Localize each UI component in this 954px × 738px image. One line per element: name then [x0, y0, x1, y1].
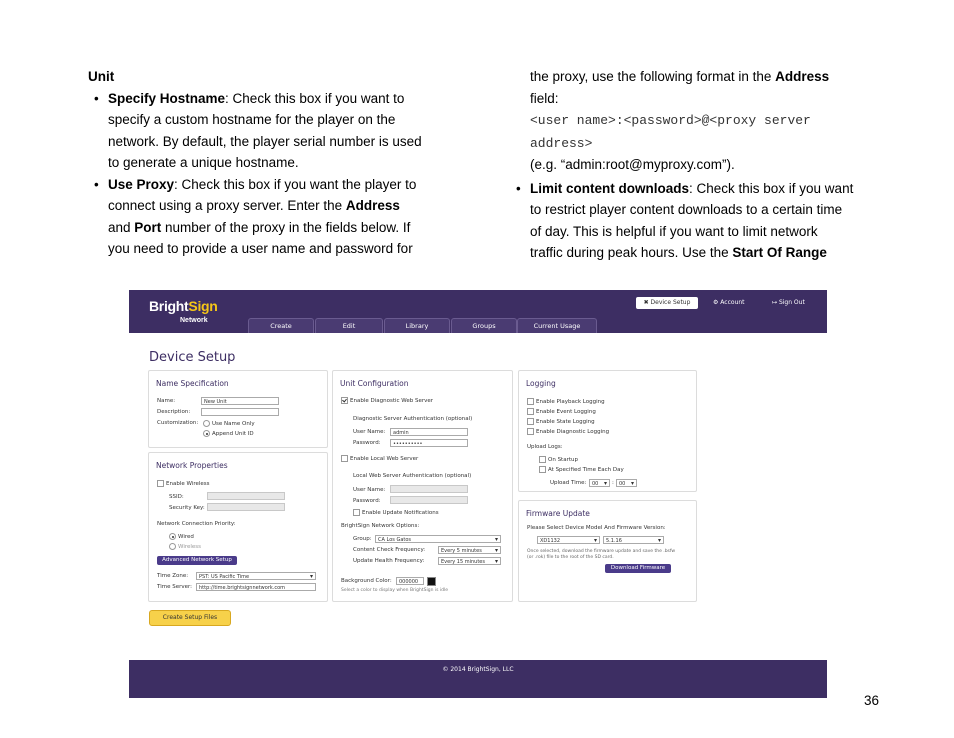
term-address: Address: [775, 69, 830, 84]
section-label: Local Web Server Authentication (optional): [353, 473, 472, 479]
upload-minute-select[interactable]: [616, 479, 637, 487]
select-value: PST: US Pacific Time: [199, 574, 250, 580]
select-value: CA Los Gatos: [378, 537, 412, 543]
checkbox-label: At Specified Time Each Day: [548, 467, 624, 473]
section-label: Diagnostic Server Authentication (optional): [353, 416, 473, 422]
content-check-frequency-select[interactable]: [438, 546, 501, 554]
time-zone-select[interactable]: [196, 572, 316, 580]
checkbox-label: Enable Diagnostic Logging: [536, 429, 610, 435]
nav-label: Account: [720, 299, 745, 306]
local-user-name-input[interactable]: [390, 485, 468, 493]
section-label: Upload Logs:: [527, 444, 563, 450]
hint-text: Select a color to display when BrightSign is idle: [341, 588, 449, 593]
name-input[interactable]: New Unit: [201, 397, 279, 405]
enable-diagnostic-web-server-checkbox[interactable]: [341, 397, 348, 404]
list-item: [88, 88, 468, 174]
checkbox-label: Enable State Logging: [536, 419, 595, 425]
field-label: Network Connection Priority:: [157, 521, 236, 527]
unit-configuration-panel: [332, 370, 513, 602]
use-name-only-radio[interactable]: [203, 420, 210, 427]
logo-subtitle: Network: [180, 317, 208, 324]
enable-local-web-server-checkbox[interactable]: [341, 455, 348, 462]
example-text: (e.g. “admin:root@myproxy.com”).: [530, 157, 735, 172]
footer: [129, 660, 827, 698]
checkbox-label: Enable Event Logging: [536, 409, 596, 415]
panel-title: Name Specification: [156, 379, 229, 388]
panel-title: Logging: [526, 379, 556, 388]
list-item-text: : Check this box if you want the player to: [174, 176, 417, 192]
enable-playback-logging-checkbox[interactable]: [527, 398, 534, 405]
panel-title: Network Properties: [156, 461, 228, 470]
section-heading: Unit: [88, 69, 115, 84]
enable-wireless-checkbox[interactable]: [157, 480, 164, 487]
at-specified-time-checkbox[interactable]: [539, 466, 546, 473]
list-item-text: : Check this box if you want to: [225, 90, 405, 106]
firmware-update-panel: [518, 500, 697, 602]
enable-event-logging-checkbox[interactable]: [527, 408, 534, 415]
append-unit-id-radio[interactable]: [203, 430, 210, 437]
select-value: 5.1.16: [606, 538, 622, 544]
hint-text: (or .rok) file to the root of the SD card.: [527, 555, 614, 560]
field-label: Customization:: [157, 420, 199, 426]
description-input[interactable]: [201, 408, 279, 416]
checkbox-label: Enable Local Web Server: [350, 456, 419, 462]
term-start-of-range: Start Of Range: [732, 245, 827, 260]
list-item-text: of day. This is helpful if you want to limit network: [530, 223, 818, 239]
field-label: Password:: [353, 498, 381, 504]
gear-icon: ⚙: [713, 299, 721, 306]
bullet-list: [88, 88, 468, 260]
wired-radio[interactable]: [169, 533, 176, 540]
radio-label: Use Name Only: [212, 421, 255, 427]
logo-text: Bright: [149, 298, 189, 314]
section-label: BrightSign Network Options:: [341, 523, 420, 529]
group-select[interactable]: [375, 535, 501, 543]
device-setup-screenshot: [129, 290, 827, 698]
paragraph-text: field:: [530, 90, 559, 106]
name-specification-panel: [148, 370, 328, 448]
time-separator: :: [612, 480, 614, 486]
main-content: [129, 333, 827, 660]
list-item-text: : Check this box if you want: [689, 180, 854, 196]
field-label: User Name:: [353, 487, 386, 493]
tab-groups[interactable]: Groups: [451, 318, 517, 334]
security-key-input[interactable]: [207, 503, 285, 511]
enable-diagnostic-logging-checkbox[interactable]: [527, 428, 534, 435]
on-startup-checkbox[interactable]: [539, 456, 546, 463]
color-swatch[interactable]: [427, 577, 436, 586]
list-item-text: number of the proxy in the fields below. If: [161, 219, 411, 235]
field-label: Description:: [157, 409, 191, 415]
field-label: Security Key:: [169, 505, 205, 511]
list-item-text: connect using a proxy server. Enter the: [108, 198, 346, 213]
time-server-input[interactable]: http://time.brightsignnetwork.com: [196, 583, 316, 591]
tools-icon: ✖: [643, 299, 651, 306]
instruction-text: Please Select Device Model And Firmware Version:: [527, 525, 666, 531]
list-item-text: network. By default, the player serial number is used: [108, 133, 422, 149]
panel-title: Unit Configuration: [340, 379, 409, 388]
bullet-list: [510, 178, 870, 264]
term-specify-hostname: Specify Hostname: [108, 90, 226, 106]
select-value: 00: [592, 481, 599, 487]
firmware-version-select[interactable]: [603, 536, 664, 544]
sign-out-icon: ↦: [772, 299, 779, 306]
field-label: Time Zone:: [157, 573, 189, 579]
nav-label: Sign Out: [778, 299, 805, 306]
field-label: Background Color:: [341, 578, 392, 584]
field-label: Content Check Frequency:: [353, 547, 426, 553]
term-port: Port: [134, 219, 162, 235]
top-bar: [129, 290, 827, 333]
nav-account[interactable]: [713, 297, 745, 309]
enable-state-logging-checkbox[interactable]: [527, 418, 534, 425]
list-item-text: to generate a unique hostname.: [108, 155, 299, 170]
field-label: Password:: [353, 440, 381, 446]
local-password-input[interactable]: [390, 496, 468, 504]
create-setup-files-button[interactable]: Create Setup Files: [149, 610, 231, 626]
ssid-input[interactable]: [207, 492, 285, 500]
paragraph-text: the proxy, use the following format in the: [530, 69, 776, 84]
radio-label: Wireless: [178, 544, 202, 550]
download-firmware-button[interactable]: Download Firmware: [605, 564, 671, 573]
upload-hour-select[interactable]: [589, 479, 610, 487]
page-title: Device Setup: [149, 350, 236, 365]
code-text: address>: [530, 135, 593, 151]
list-item: [88, 174, 468, 260]
select-value: Every 15 minutes: [441, 559, 485, 565]
select-value: 00: [619, 481, 626, 487]
term-address: Address: [345, 198, 400, 213]
copyright-text: © 2014 BrightSign, LLC: [442, 666, 514, 673]
select-value: XD1132: [540, 538, 560, 544]
field-label: Name:: [157, 398, 176, 404]
left-column: [88, 66, 468, 260]
tab-edit[interactable]: Edit: [315, 318, 383, 334]
right-column: [510, 66, 870, 264]
brightsign-logo: [149, 298, 218, 324]
device-model-select[interactable]: [537, 536, 600, 544]
list-item-text: specify a custom hostname for the player on the: [108, 112, 396, 127]
checkbox-label: Enable Update Notifications: [362, 510, 439, 516]
checkbox-label: Enable Playback Logging: [536, 399, 605, 405]
wireless-radio[interactable]: [169, 543, 176, 550]
paragraph: [510, 66, 870, 176]
nav-label: Device Setup: [650, 299, 691, 306]
advanced-network-setup-button[interactable]: Advanced Network Setup: [157, 556, 237, 565]
page-number: 36: [864, 693, 880, 708]
tab-library[interactable]: Library: [384, 318, 450, 334]
hint-text: Once selected, download the firmware update and save the .bsfw: [527, 549, 676, 554]
network-properties-panel: [148, 452, 328, 602]
checkbox-label: Enable Wireless: [166, 481, 210, 487]
select-value: Every 5 minutes: [441, 548, 482, 554]
list-item-text: to restrict player content downloads to a certain time: [530, 202, 843, 217]
nav-device-setup[interactable]: [636, 297, 698, 309]
background-color-input[interactable]: 000000: [396, 577, 424, 585]
list-item: [510, 178, 870, 264]
update-health-frequency-select[interactable]: [438, 557, 501, 565]
field-label: Group:: [353, 536, 372, 542]
field-label: Upload Time:: [550, 480, 587, 486]
diag-password-input[interactable]: ••••••••••: [390, 439, 468, 447]
logging-panel: [518, 370, 697, 492]
logo-text: Sign: [188, 298, 218, 314]
nav-sign-out[interactable]: [772, 297, 805, 309]
term-limit-content-downloads: Limit content downloads: [530, 180, 689, 196]
tab-current-usage[interactable]: Current Usage: [517, 318, 597, 334]
radio-label: Append Unit ID: [212, 431, 254, 437]
list-item-text: and: [108, 219, 135, 235]
term-use-proxy: Use Proxy: [108, 176, 175, 192]
tab-create[interactable]: Create: [248, 318, 314, 334]
list-item-text: you need to provide a user name and password for: [108, 241, 413, 256]
field-label: User Name:: [353, 429, 386, 435]
enable-update-notifications-checkbox[interactable]: [353, 509, 360, 516]
checkbox-label: Enable Diagnostic Web Server: [350, 398, 434, 404]
field-label: Time Server:: [157, 584, 193, 590]
diag-user-name-input[interactable]: admin: [390, 428, 468, 436]
field-label: Update Health Frequency:: [353, 558, 425, 564]
field-label: SSID:: [169, 494, 184, 500]
list-item-text: traffic during peak hours. Use the: [530, 245, 733, 260]
code-text: <user name>:<password>@<proxy server: [530, 113, 811, 128]
panel-title: Firmware Update: [526, 509, 590, 518]
checkbox-label: On Startup: [548, 457, 578, 463]
radio-label: Wired: [178, 534, 194, 540]
